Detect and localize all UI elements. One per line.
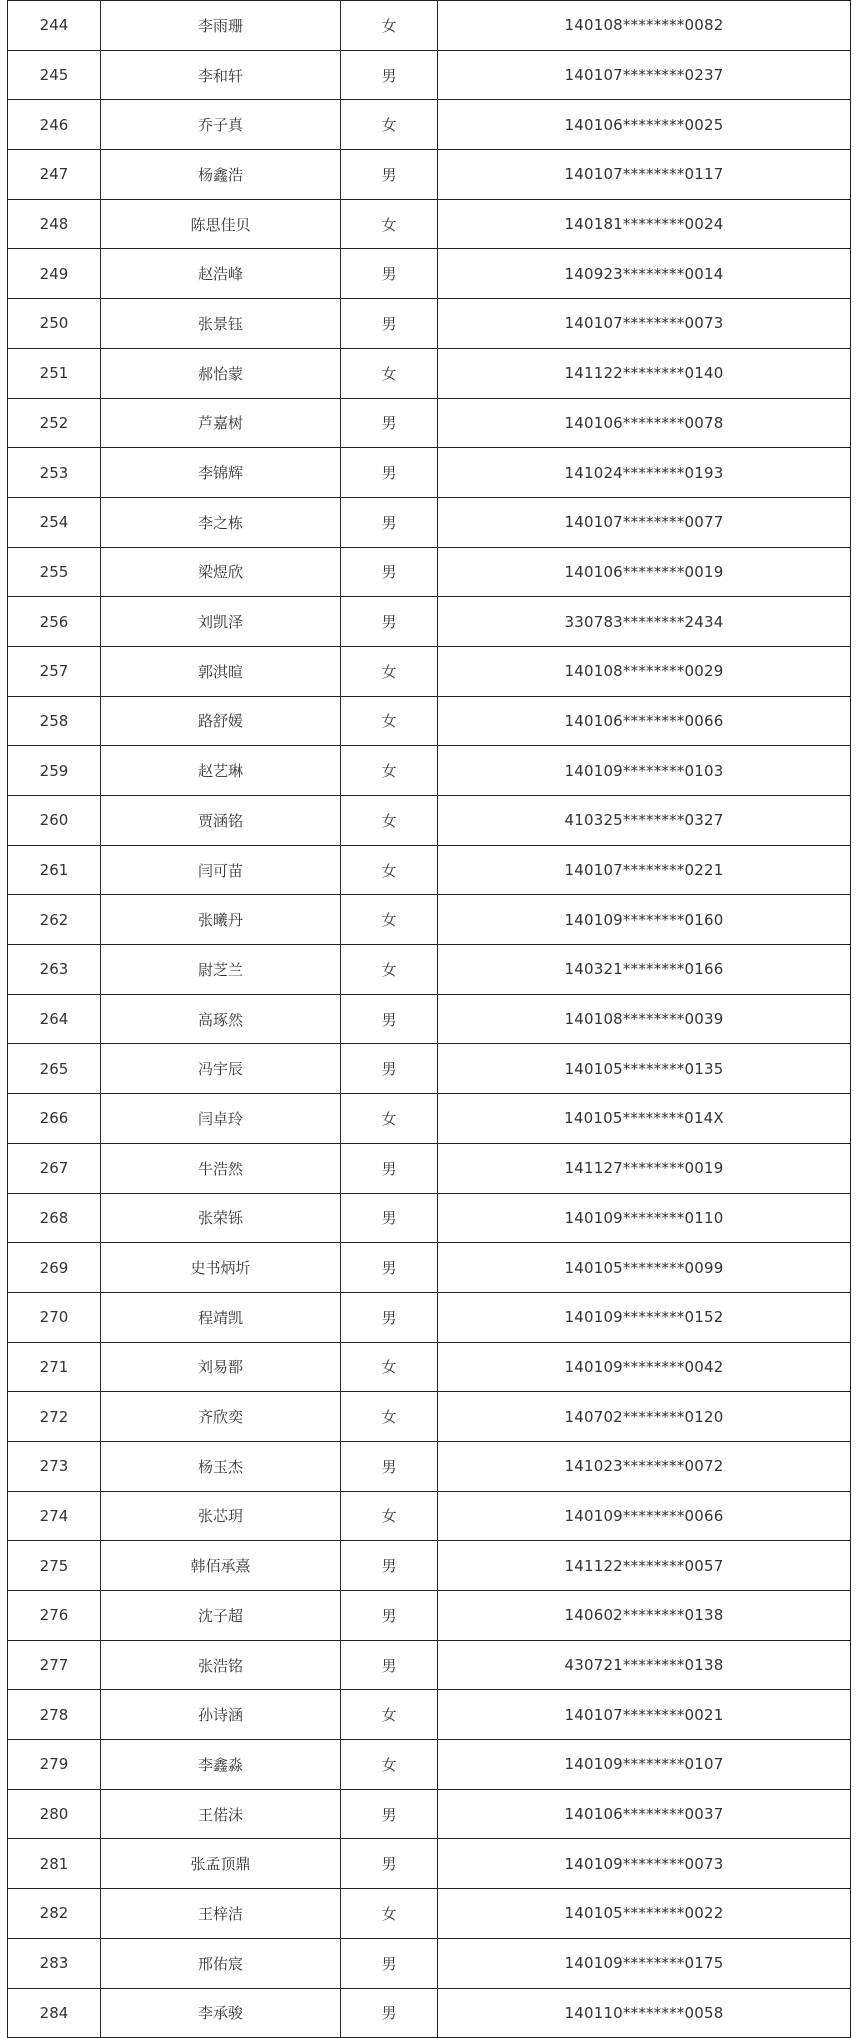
id-number-cell: 140702********0120 [438, 1392, 851, 1442]
table-row [8, 348, 851, 398]
gender-cell: 男 [341, 1441, 438, 1491]
row-number-cell: 256 [8, 597, 101, 647]
gender-cell: 男 [341, 1193, 438, 1243]
table-row [8, 1938, 851, 1988]
table-row [8, 199, 851, 249]
table-row [8, 1889, 851, 1939]
id-number-cell: 140108********0082 [438, 1, 851, 51]
student-name-cell: 闫可苗 [101, 845, 341, 895]
id-number-cell: 430721********0138 [438, 1640, 851, 1690]
table-row [8, 1094, 851, 1144]
student-name-cell: 张浩铭 [101, 1640, 341, 1690]
student-name-cell: 杨玉杰 [101, 1441, 341, 1491]
table-row [8, 150, 851, 200]
table-row [8, 1491, 851, 1541]
gender-cell: 男 [341, 398, 438, 448]
id-number-cell: 140108********0029 [438, 646, 851, 696]
gender-cell: 男 [341, 299, 438, 349]
gender-cell: 男 [341, 1640, 438, 1690]
student-name-cell: 韩佰承熹 [101, 1541, 341, 1591]
student-name-cell: 陈思佳贝 [101, 199, 341, 249]
id-number-cell: 410325********0327 [438, 796, 851, 846]
table-row [8, 1143, 851, 1193]
student-name-cell: 郭淇暄 [101, 646, 341, 696]
id-number-cell: 140181********0024 [438, 199, 851, 249]
row-number-cell: 263 [8, 945, 101, 995]
row-number-cell: 245 [8, 50, 101, 100]
id-number-cell: 140105********0099 [438, 1243, 851, 1293]
gender-cell: 女 [341, 1, 438, 51]
row-number-cell: 275 [8, 1541, 101, 1591]
gender-cell: 女 [341, 1392, 438, 1442]
student-name-cell: 赵浩峰 [101, 249, 341, 299]
student-name-cell: 王偌沫 [101, 1789, 341, 1839]
row-number-cell: 253 [8, 448, 101, 498]
table-row [8, 845, 851, 895]
row-number-cell: 274 [8, 1491, 101, 1541]
id-number-cell: 140109********0175 [438, 1938, 851, 1988]
gender-cell: 男 [341, 1839, 438, 1889]
roster-table [7, 0, 851, 2038]
student-name-cell: 刘凯泽 [101, 597, 341, 647]
table-row [8, 547, 851, 597]
row-number-cell: 276 [8, 1591, 101, 1641]
table-row [8, 597, 851, 647]
row-number-cell: 270 [8, 1292, 101, 1342]
id-number-cell: 141127********0019 [438, 1143, 851, 1193]
id-number-cell: 141023********0072 [438, 1441, 851, 1491]
id-number-cell: 140108********0039 [438, 994, 851, 1044]
gender-cell: 男 [341, 1938, 438, 1988]
table-row [8, 1044, 851, 1094]
row-number-cell: 254 [8, 497, 101, 547]
id-number-cell: 140105********0022 [438, 1889, 851, 1939]
id-number-cell: 140109********0160 [438, 895, 851, 945]
id-number-cell: 140106********0066 [438, 696, 851, 746]
table-row [8, 1591, 851, 1641]
student-name-cell: 邢佑宸 [101, 1938, 341, 1988]
table-row [8, 448, 851, 498]
gender-cell: 女 [341, 348, 438, 398]
student-name-cell: 牛浩然 [101, 1143, 341, 1193]
student-name-cell: 贾涵铭 [101, 796, 341, 846]
row-number-cell: 251 [8, 348, 101, 398]
student-name-cell: 孙诗涵 [101, 1690, 341, 1740]
id-number-cell: 140109********0066 [438, 1491, 851, 1541]
student-name-cell: 李锦辉 [101, 448, 341, 498]
id-number-cell: 140109********0110 [438, 1193, 851, 1243]
table-row [8, 50, 851, 100]
table-row [8, 249, 851, 299]
id-number-cell: 140107********0077 [438, 497, 851, 547]
table-row [8, 1292, 851, 1342]
row-number-cell: 265 [8, 1044, 101, 1094]
gender-cell: 女 [341, 199, 438, 249]
gender-cell: 男 [341, 1292, 438, 1342]
row-number-cell: 262 [8, 895, 101, 945]
table-row [8, 1541, 851, 1591]
row-number-cell: 269 [8, 1243, 101, 1293]
id-number-cell: 140106********0037 [438, 1789, 851, 1839]
student-name-cell: 史书炳圻 [101, 1243, 341, 1293]
table-row [8, 100, 851, 150]
row-number-cell: 280 [8, 1789, 101, 1839]
gender-cell: 男 [341, 597, 438, 647]
id-number-cell: 140923********0014 [438, 249, 851, 299]
student-name-cell: 张芯玥 [101, 1491, 341, 1541]
student-name-cell: 李之栋 [101, 497, 341, 547]
gender-cell: 女 [341, 746, 438, 796]
gender-cell: 男 [341, 1143, 438, 1193]
row-number-cell: 247 [8, 150, 101, 200]
table-row [8, 796, 851, 846]
id-number-cell: 140109********0152 [438, 1292, 851, 1342]
table-row [8, 1740, 851, 1790]
gender-cell: 男 [341, 150, 438, 200]
row-number-cell: 264 [8, 994, 101, 1044]
row-number-cell: 272 [8, 1392, 101, 1442]
row-number-cell: 284 [8, 1988, 101, 2038]
gender-cell: 女 [341, 895, 438, 945]
student-name-cell: 张景钰 [101, 299, 341, 349]
gender-cell: 女 [341, 646, 438, 696]
gender-cell: 男 [341, 547, 438, 597]
id-number-cell: 140109********0103 [438, 746, 851, 796]
id-number-cell: 140107********0021 [438, 1690, 851, 1740]
gender-cell: 男 [341, 994, 438, 1044]
gender-cell: 男 [341, 1243, 438, 1293]
student-name-cell: 赵艺琳 [101, 746, 341, 796]
id-number-cell: 141024********0193 [438, 448, 851, 498]
gender-cell: 男 [341, 497, 438, 547]
gender-cell: 女 [341, 1094, 438, 1144]
id-number-cell: 140106********0019 [438, 547, 851, 597]
row-number-cell: 244 [8, 1, 101, 51]
table-row [8, 1690, 851, 1740]
id-number-cell: 140107********0237 [438, 50, 851, 100]
student-name-cell: 李雨珊 [101, 1, 341, 51]
student-name-cell: 路舒媛 [101, 696, 341, 746]
row-number-cell: 267 [8, 1143, 101, 1193]
student-name-cell: 张孟顶鼎 [101, 1839, 341, 1889]
gender-cell: 男 [341, 448, 438, 498]
gender-cell: 女 [341, 1740, 438, 1790]
gender-cell: 男 [341, 1541, 438, 1591]
row-number-cell: 260 [8, 796, 101, 846]
table-row [8, 1789, 851, 1839]
student-name-cell: 李鑫淼 [101, 1740, 341, 1790]
id-number-cell: 330783********2434 [438, 597, 851, 647]
table-row [8, 398, 851, 448]
row-number-cell: 252 [8, 398, 101, 448]
row-number-cell: 281 [8, 1839, 101, 1889]
gender-cell: 男 [341, 1789, 438, 1839]
table-row [8, 994, 851, 1044]
student-name-cell: 郝怡蒙 [101, 348, 341, 398]
row-number-cell: 258 [8, 696, 101, 746]
student-name-cell: 芦嘉树 [101, 398, 341, 448]
student-name-cell: 沈子超 [101, 1591, 341, 1641]
id-number-cell: 141122********0057 [438, 1541, 851, 1591]
row-number-cell: 279 [8, 1740, 101, 1790]
gender-cell: 女 [341, 100, 438, 150]
row-number-cell: 273 [8, 1441, 101, 1491]
table-row [8, 1640, 851, 1690]
student-name-cell: 杨鑫浩 [101, 150, 341, 200]
row-number-cell: 249 [8, 249, 101, 299]
table-row [8, 1988, 851, 2038]
row-number-cell: 259 [8, 746, 101, 796]
student-name-cell: 张曦丹 [101, 895, 341, 945]
row-number-cell: 282 [8, 1889, 101, 1939]
row-number-cell: 268 [8, 1193, 101, 1243]
student-name-cell: 李承骏 [101, 1988, 341, 2038]
student-name-cell: 刘易鄑 [101, 1342, 341, 1392]
id-number-cell: 140106********0078 [438, 398, 851, 448]
gender-cell: 男 [341, 1591, 438, 1641]
id-number-cell: 140107********0117 [438, 150, 851, 200]
row-number-cell: 261 [8, 845, 101, 895]
row-number-cell: 250 [8, 299, 101, 349]
id-number-cell: 140107********0221 [438, 845, 851, 895]
student-name-cell: 王梓洁 [101, 1889, 341, 1939]
row-number-cell: 266 [8, 1094, 101, 1144]
student-name-cell: 李和轩 [101, 50, 341, 100]
row-number-cell: 257 [8, 646, 101, 696]
table-row [8, 1243, 851, 1293]
gender-cell: 女 [341, 1889, 438, 1939]
table-row [8, 1441, 851, 1491]
table-row [8, 1342, 851, 1392]
gender-cell: 女 [341, 696, 438, 746]
student-name-cell: 张荣铄 [101, 1193, 341, 1243]
gender-cell: 男 [341, 1988, 438, 2038]
id-number-cell: 140105********014X [438, 1094, 851, 1144]
id-number-cell: 140109********0073 [438, 1839, 851, 1889]
student-name-cell: 齐欣奕 [101, 1392, 341, 1442]
id-number-cell: 140602********0138 [438, 1591, 851, 1641]
row-number-cell: 271 [8, 1342, 101, 1392]
row-number-cell: 277 [8, 1640, 101, 1690]
table-row [8, 497, 851, 547]
id-number-cell: 140110********0058 [438, 1988, 851, 2038]
student-name-cell: 高琢然 [101, 994, 341, 1044]
gender-cell: 男 [341, 1044, 438, 1094]
id-number-cell: 140105********0135 [438, 1044, 851, 1094]
id-number-cell: 140107********0073 [438, 299, 851, 349]
table-row [8, 746, 851, 796]
table-row [8, 1193, 851, 1243]
id-number-cell: 140321********0166 [438, 945, 851, 995]
row-number-cell: 248 [8, 199, 101, 249]
id-number-cell: 140109********0107 [438, 1740, 851, 1790]
gender-cell: 女 [341, 845, 438, 895]
student-name-cell: 冯宇辰 [101, 1044, 341, 1094]
table-row [8, 1839, 851, 1889]
id-number-cell: 140106********0025 [438, 100, 851, 150]
gender-cell: 女 [341, 1690, 438, 1740]
table-row [8, 646, 851, 696]
table-row [8, 895, 851, 945]
roster-table-body [8, 1, 851, 2038]
gender-cell: 男 [341, 50, 438, 100]
student-name-cell: 闫卓玲 [101, 1094, 341, 1144]
row-number-cell: 246 [8, 100, 101, 150]
student-name-cell: 尉芝兰 [101, 945, 341, 995]
table-row [8, 945, 851, 995]
id-number-cell: 141122********0140 [438, 348, 851, 398]
gender-cell: 女 [341, 945, 438, 995]
table-row [8, 1392, 851, 1442]
row-number-cell: 283 [8, 1938, 101, 1988]
gender-cell: 女 [341, 1491, 438, 1541]
table-row [8, 1, 851, 51]
row-number-cell: 255 [8, 547, 101, 597]
gender-cell: 女 [341, 1342, 438, 1392]
row-number-cell: 278 [8, 1690, 101, 1740]
gender-cell: 女 [341, 796, 438, 846]
student-name-cell: 乔子真 [101, 100, 341, 150]
table-row [8, 696, 851, 746]
student-name-cell: 梁煜欣 [101, 547, 341, 597]
student-name-cell: 程靖凯 [101, 1292, 341, 1342]
table-row [8, 299, 851, 349]
gender-cell: 男 [341, 249, 438, 299]
id-number-cell: 140109********0042 [438, 1342, 851, 1392]
